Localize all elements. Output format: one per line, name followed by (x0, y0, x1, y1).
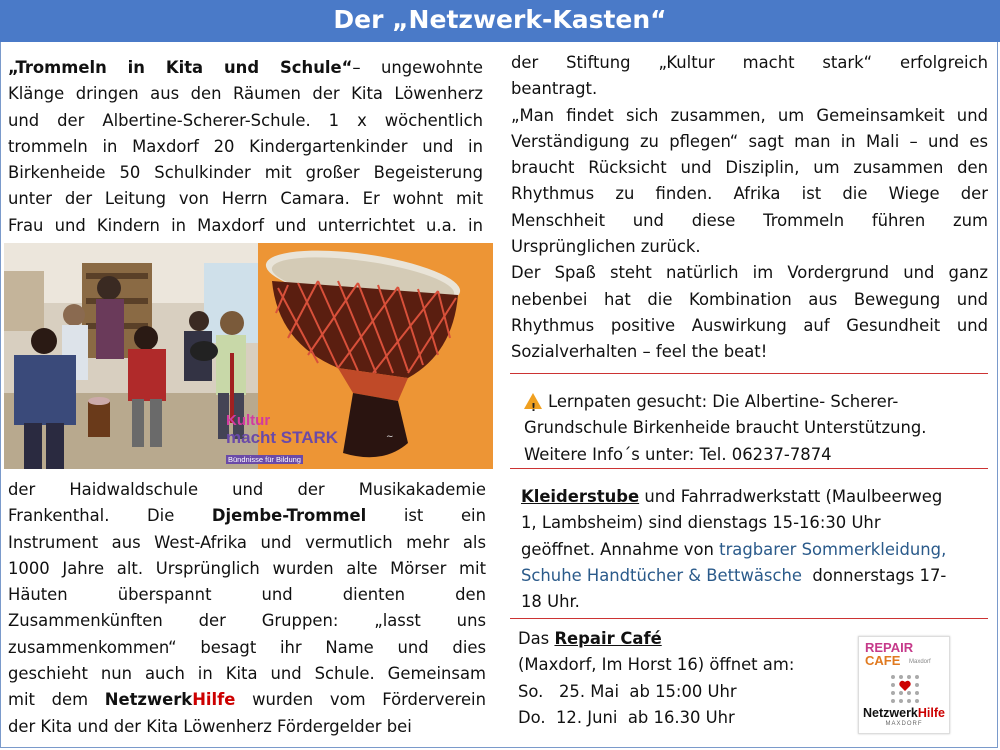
body-line: Ursprünglichen zurück. (511, 237, 701, 257)
body-line: der Haidwaldschule und der Musikakademie (8, 480, 486, 499)
text-span: ist ein (403, 506, 486, 526)
lernpaten-line (524, 389, 994, 415)
repair-cafe-notice (518, 626, 848, 731)
divider (510, 618, 988, 619)
left-intro-text (8, 55, 483, 239)
text-span: Lernpaten gesucht: Die Albertine- Scherer- (548, 392, 899, 411)
brand-netzwerk: Netzwerk (104, 690, 193, 710)
lernpaten-phone: Weitere Info´s unter: Tel. 06237-7874 (524, 444, 832, 464)
netzwerkhilfe-brand (105, 690, 236, 709)
dots-heart-icon (889, 673, 921, 705)
body-line: der Stiftung „Kultur macht stark“ erfolgreich (511, 53, 988, 72)
text-span: und Fahrradwerkstatt (Maulbeerweg (644, 487, 943, 506)
body-line: „Man findet sich zusammen, um Gemeinsamkeit und (511, 105, 988, 125)
djembe-photo (226, 243, 493, 469)
body-line (8, 503, 486, 529)
kleiderstube-notice (521, 484, 991, 615)
repair-cafe-title: Repair Café (554, 629, 662, 648)
djembe-term: Djembe-Trommel (211, 506, 367, 526)
kultur-logo (226, 413, 356, 466)
text-span: geöffnet. Annahme von (521, 539, 720, 559)
lernpaten-line: Grundschule Birkenheide braucht Unterstützung. (524, 418, 927, 438)
left-djembe-text (8, 477, 486, 740)
page-title: Der „Netzwerk-Kasten“ (0, 0, 1000, 42)
body-line: Der Spaß steht natürlich im Vordergrund und ganz (511, 263, 988, 283)
logo-maxdorf-small: Maxdorf (909, 659, 931, 665)
logo-netzwerkhilfe (859, 707, 949, 720)
kleider-line (521, 484, 991, 510)
text-span: Frankenthal. Die (8, 506, 175, 526)
lernpaten-notice (524, 389, 994, 468)
body-line: Verständigung zu pflegen“ sagt man in Mali – und es (511, 131, 988, 151)
intro-line: Frau und Kindern in Maxdorf und unterrichtet u.a. in (8, 215, 483, 235)
body-line: Rhythmus positive Auswirkung auf Gesundheit und (511, 315, 988, 335)
logo-hilfe-text: Hilfe (917, 706, 945, 720)
body-line: Instrument aus West-Afrika und vermutlich mehr als (8, 532, 486, 552)
body-line: zusammenkommen“ besagt ihr Name und dies (8, 637, 486, 657)
repair-date: Do. 12. Juni ab 16.30 Uhr (518, 707, 735, 727)
brand-hilfe: Hilfe (192, 690, 236, 710)
classroom-photo (4, 243, 258, 469)
logo-maxdorf-text: MAXDORF (885, 721, 923, 727)
kultur-logo-tagline: Bündnisse für Bildung (228, 455, 301, 464)
logo-repair-text: REPAIR (865, 640, 914, 655)
body-line: beantragt. (511, 79, 598, 99)
repair-date: So. 25. Mai ab 15:00 Uhr (518, 681, 737, 701)
logo-cafe-text: CAFE (865, 653, 901, 668)
intro-line: Birkenheide 50 Schulkinder mit großer Begeisterung (8, 163, 483, 183)
body-line: nebenbei hat die Kombination aus Bewegung und (511, 289, 988, 309)
kleider-line (521, 563, 991, 589)
kleider-line: 1, Lambsheim) sind dienstags 15-16:30 Uhr (521, 513, 881, 533)
divider (510, 468, 988, 469)
classroom-drawing (4, 243, 258, 469)
intro-first-line (8, 55, 483, 81)
body-line: Sozialverhalten – feel the beat! (511, 342, 768, 362)
repair-line (518, 626, 848, 652)
repair-cafe-logo (858, 636, 950, 734)
body-line: braucht Rücksicht und Disziplin, um zusammen den (511, 158, 988, 178)
body-line: 1000 Jahre alt. Ursprünglich wurden alte Mörser mit (8, 558, 486, 578)
body-line: Häuten überspannt und dienten den (8, 585, 486, 605)
article-heading: „Trommeln in Kita und Schule“ (8, 58, 353, 77)
text-span: Das (518, 629, 550, 648)
kultur-logo-word: Kultur (226, 412, 271, 429)
repair-line: (Maxdorf, Im Horst 16) öffnet am: (518, 655, 795, 675)
intro-line: unter der Leitung von Herrn Camara. Er wohnt mit (8, 189, 483, 209)
text-span: mit dem (8, 690, 89, 710)
body-line: der Kita und der Kita Löwenherz Fördergelder bei (8, 716, 412, 736)
kleider-line: 18 Uhr. (521, 592, 580, 612)
intro-line: Klänge dringen aus den Räumen der Kita Löwenherz (8, 84, 483, 104)
logo-netzwerk-text: Netzwerk (863, 706, 918, 720)
kleiderstube-title: Kleiderstube (521, 487, 640, 506)
divider (510, 373, 988, 374)
djembe-signature-mark: ~ (386, 432, 394, 442)
body-line: Zusammenkünften der Gruppen: „lasst uns (8, 611, 486, 631)
kleider-line (521, 537, 991, 563)
kultur-logo-subword: macht STARK (226, 428, 339, 447)
body-line: Rhythmus zu finden. Afrika ist die Wiege der (511, 184, 988, 204)
body-line (8, 687, 486, 713)
intro-line-rest: – ungewohnte (352, 58, 483, 77)
right-main-text (511, 50, 988, 366)
warning-icon (524, 393, 542, 409)
text-span: wurden vom Förderverein (252, 690, 486, 710)
donation-items: tragbarer Sommerkleidung, (719, 539, 947, 559)
donation-items: Schuhe Handtücher & Bettwäsche (521, 565, 802, 585)
body-line: Menschheit und diese Trommeln führen zum (511, 210, 988, 230)
text-span: donnerstags 17- (801, 565, 947, 585)
intro-line: und der Albertine-Scherer-Schule. 1 x wöchentlich (8, 110, 483, 130)
intro-line: trommeln in Maxdorf 20 Kindergartenkinder und in (8, 136, 483, 156)
body-line: geschieht nun auch in Kita und Schule. Gemeinsam (8, 664, 486, 684)
